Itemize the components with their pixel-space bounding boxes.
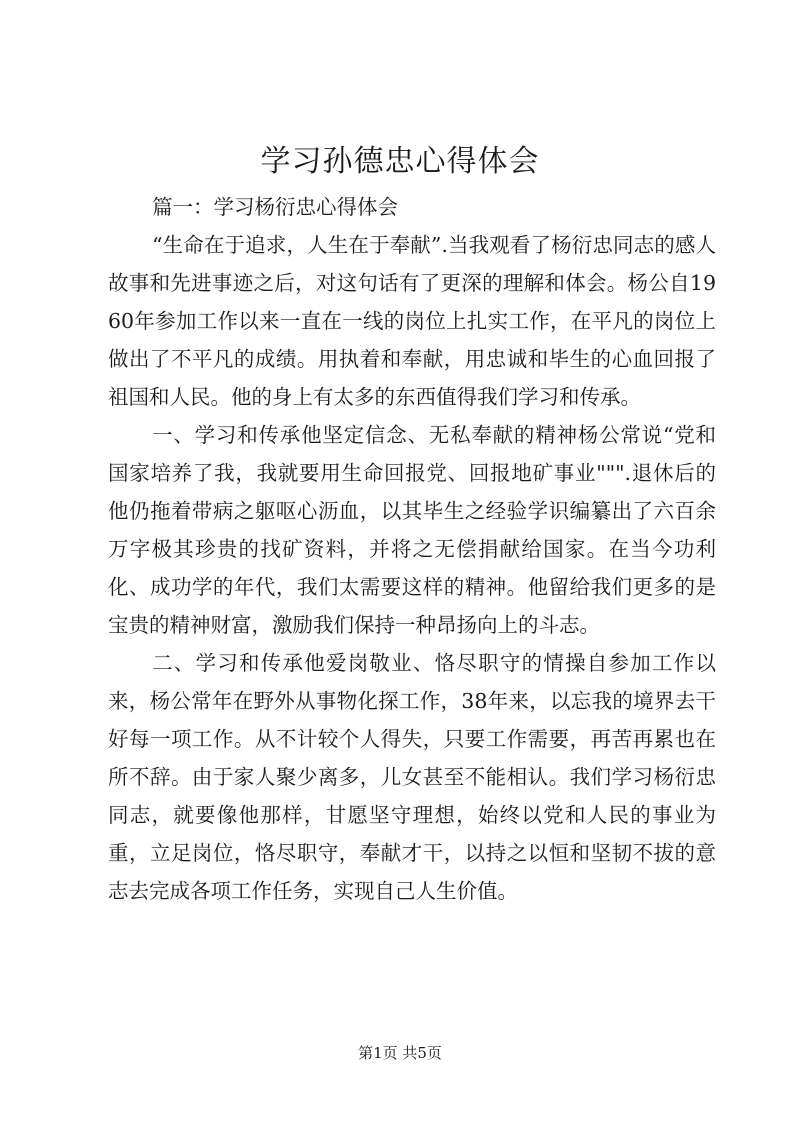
document-body [108,188,716,910]
paragraph-section-one: 一、学习和传承他坚定信念、无私奉献的精神杨公常说“党和国家培养了我，我就要用生命回报党、回报地矿事业""".退休后的他仍拖着带病之躯呕心沥血，以其毕生之经验学识编纂出了六百余万字极其珍贵的找矿资料，并将之无偿捐献给国家。在当今功利化、成功学的年代，我们太需要这样的精神。他留给我们更多的是宝贵的精神财富，激励我们保持一种昂扬向上的斗志。 [108,423,716,637]
paragraph-section-two: 二、学习和传承他爱岗敬业、恪尽职守的情操自参加工作以来，杨公常年在野外从事物化探工作，38年来，以忘我的境界去干好每一项工作。从不计较个人得失，只要工作需要，再苦再累也在所不辞。由于家人聚少离多，儿女甚至不能相认。我们学习杨衍忠同志，就要像他那样，甘愿坚守理想，始终以党和人民的事业为重，立足岗位，恪尽职守，奉献才干，以持之以恒和坚韧不拔的意志去完成各项工作任务，实现自己人生价值。 [108,651,716,903]
page-footer: 第1页 共5页 [358,1044,442,1062]
section-subtitle: 篇一：学习杨衍忠心得体会 [152,195,399,219]
document-title: 学习孙德忠心得体会 [260,144,540,179]
paragraph-intro: “生命在于追求，人生在于奉献”.当我观看了杨衍忠同志的感人故事和先进事迹之后，对这句话有了更深的理解和体会。杨公自1960年参加工作以来一直在一线的岗位上扎实工作，在平凡的岗位上做出了不平凡的成绩。用执着和奉献，用忠诚和毕生的心血回报了祖国和人民。他的身上有太多的东西值得我们学习和传承。 [108,233,716,409]
